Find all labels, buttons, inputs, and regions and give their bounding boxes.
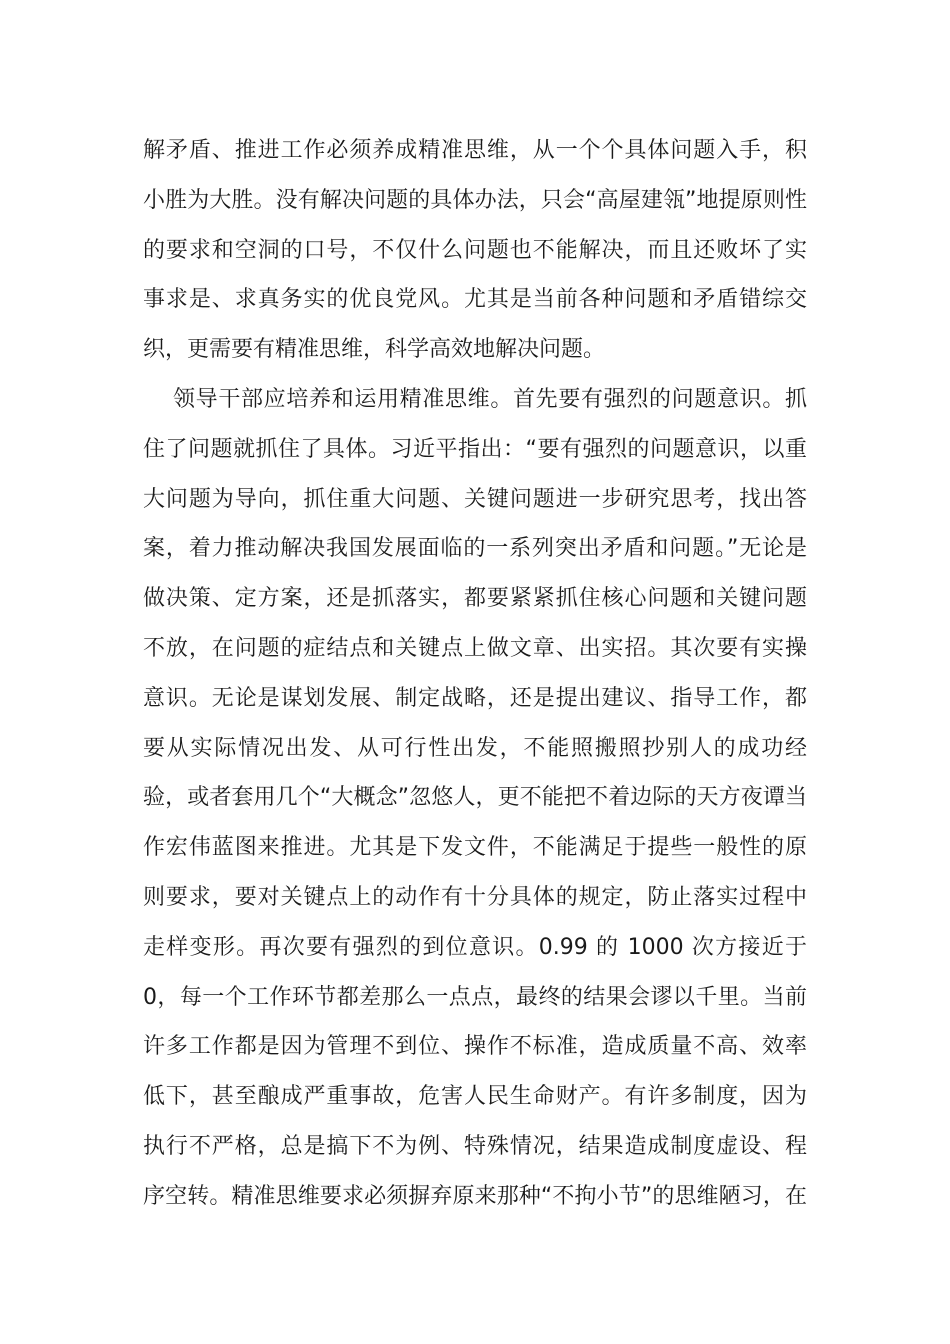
text-line: 事求是、求真务实的优良党风。尤其是当前各种问题和矛盾错综交: [143, 287, 807, 313]
text-line: 小胜为大胜。没有解决问题的具体办法，只会“高屋建瓴”地提原则性: [143, 187, 807, 213]
text-line: 验，或者套用几个“大概念”忽悠人，更不能把不着边际的天方夜谭当: [143, 785, 807, 811]
text-line: 解矛盾、推进工作必须养成精准思维，从一个个具体问题入手，积: [143, 138, 807, 163]
text-line: 织，更需要有精准思维，科学高效地解决问题。: [143, 337, 606, 363]
text-line: 走样变形。再次要有强烈的到位意识。0.99 的 1000 次方接近于: [143, 934, 807, 960]
text-line: 0，每一个工作环节都差那么一点点，最终的结果会谬以千里。当前: [143, 984, 807, 1010]
text-line: 要从实际情况出发、从可行性出发，不能照搬照抄别人的成功经: [143, 735, 807, 761]
text-line: 意识。无论是谋划发展、制定战略，还是提出建议、指导工作，都: [143, 685, 807, 711]
text-line: 做决策、定方案，还是抓落实，都要紧紧抓住核心问题和关键问题: [143, 586, 807, 612]
text-line: 序空转。精准思维要求必须摒弃原来那种“不拘小节”的思维陋习，在: [143, 1183, 807, 1209]
text-line: 住了问题就抓住了具体。习近平指出：“要有强烈的问题意识，以重: [143, 436, 807, 462]
text-line: 大问题为导向，抓住重大问题、关键问题进一步研究思考，找出答: [143, 486, 807, 512]
text-line: 不放，在问题的症结点和关键点上做文章、出实招。其次要有实操: [143, 635, 807, 661]
text-line: 作宏伟蓝图来推进。尤其是下发文件，不能满足于提些一般性的原: [143, 835, 807, 861]
text-line: 案，着力推动解决我国发展面临的一系列突出矛盾和问题。”无论是: [143, 536, 807, 562]
text-line: 执行不严格，总是搞下不为例、特殊情况，结果造成制度虚设、程: [143, 1133, 807, 1159]
text-line: 低下，甚至酿成严重事故，危害人民生命财产。有许多制度，因为: [143, 1084, 807, 1110]
text-line: 则要求，要对关键点上的动作有十分具体的规定，防止落实过程中: [143, 884, 807, 910]
body-text: [143, 126, 807, 1222]
text-line: 许多工作都是因为管理不到位、操作不标准，造成质量不高、效率: [143, 1034, 807, 1060]
text-line: 的要求和空洞的口号，不仅什么问题也不能解决，而且还败坏了实: [143, 237, 807, 263]
text-line: 领导干部应培养和运用精准思维。首先要有强烈的问题意识。抓: [173, 386, 807, 412]
